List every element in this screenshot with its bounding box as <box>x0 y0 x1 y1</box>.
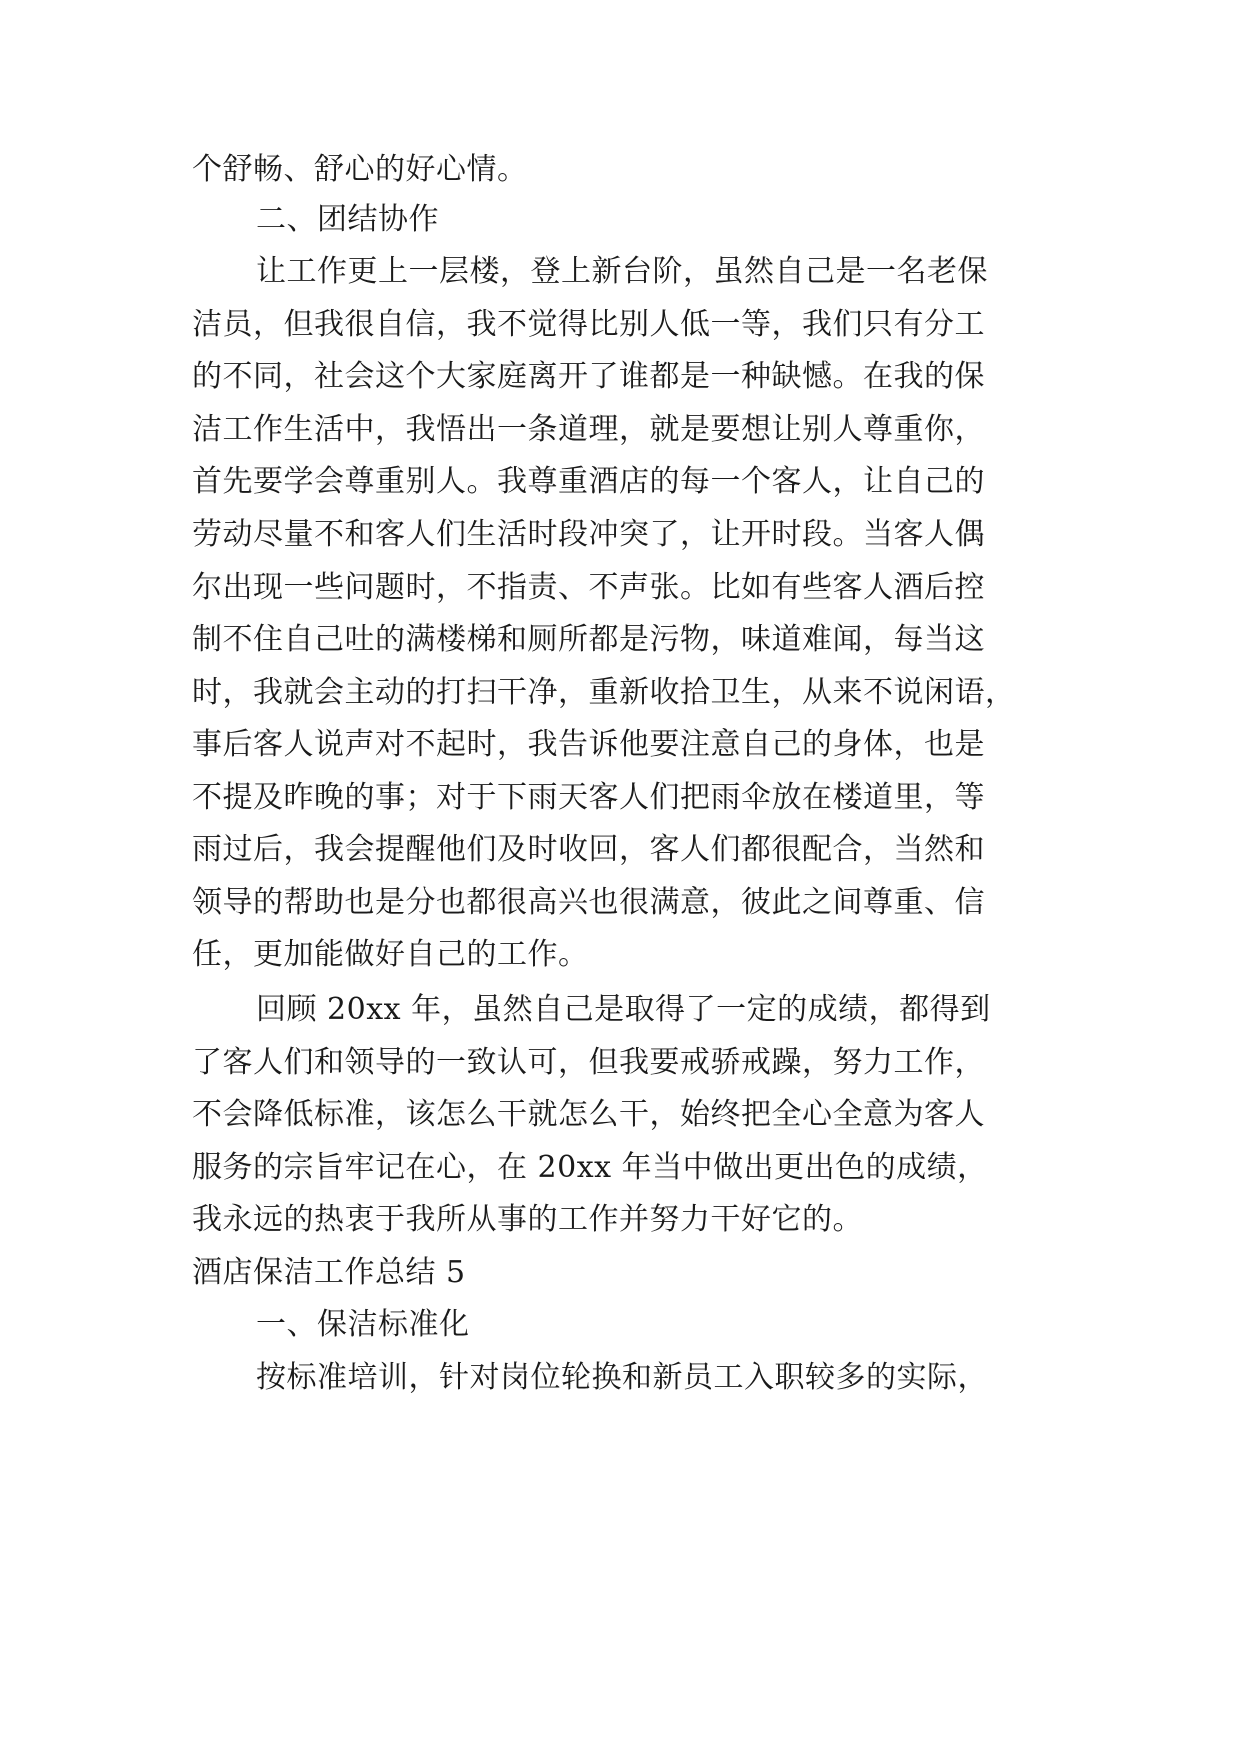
body-line: 首先要学会尊重别人。我尊重酒店的每一个客人，让自己的 <box>192 464 985 499</box>
body-line: 事后客人说声对不起时，我告诉他要注意自己的身体，也是 <box>192 727 985 762</box>
body-line: 领导的帮助也是分也都很高兴也很满意，彼此之间尊重、信 <box>192 885 985 920</box>
body-line: 不提及昨晚的事；对于下雨天客人们把雨伞放在楼道里，等 <box>192 780 985 815</box>
body-line: 洁工作生活中，我悟出一条道理，就是要想让别人尊重你， <box>192 412 985 447</box>
body-line: 尔出现一些问题时，不指责、不声张。比如有些客人酒后控 <box>192 570 985 605</box>
body-line: 按标准培训，针对岗位轮换和新员工入职较多的实际， <box>256 1360 988 1395</box>
body-line: 洁员，但我很自信，我不觉得比别人低一等，我们只有分工 <box>192 307 985 342</box>
body-line: 服务的宗旨牢记在心，在 20xx 年当中做出更出色的成绩， <box>192 1150 988 1185</box>
body-line: 雨过后，我会提醒他们及时收回，客人们都很配合，当然和 <box>192 832 985 867</box>
body-line: 回顾 20xx 年，虽然自己是取得了一定的成绩，都得到 <box>256 992 991 1027</box>
body-line: 时，我就会主动的打扫干净，重新收拾卫生，从来不说闲语， <box>192 675 1016 710</box>
section-heading: 一、保洁标准化 <box>256 1307 470 1342</box>
body-line: 任，更加能做好自己的工作。 <box>192 937 589 972</box>
body-line: 了客人们和领导的一致认可，但我要戒骄戒躁，努力工作， <box>192 1045 985 1080</box>
body-line: 不会降低标准，该怎么干就怎么干，始终把全心全意为客人 <box>192 1097 985 1132</box>
body-line: 我永远的热衷于我所从事的工作并努力干好它的。 <box>192 1202 863 1237</box>
document-title: 酒店保洁工作总结 5 <box>192 1255 466 1290</box>
body-line: 让工作更上一层楼，登上新台阶，虽然自己是一名老保 <box>256 254 988 289</box>
section-heading: 二、团结协作 <box>256 202 439 237</box>
body-line: 个舒畅、舒心的好心情。 <box>192 152 528 187</box>
body-line: 劳动尽量不和客人们生活时段冲突了，让开时段。当客人偶 <box>192 517 985 552</box>
body-line: 制不住自己吐的满楼梯和厕所都是污物，味道难闻，每当这 <box>192 622 985 657</box>
body-line: 的不同，社会这个大家庭离开了谁都是一种缺憾。在我的保 <box>192 359 985 394</box>
